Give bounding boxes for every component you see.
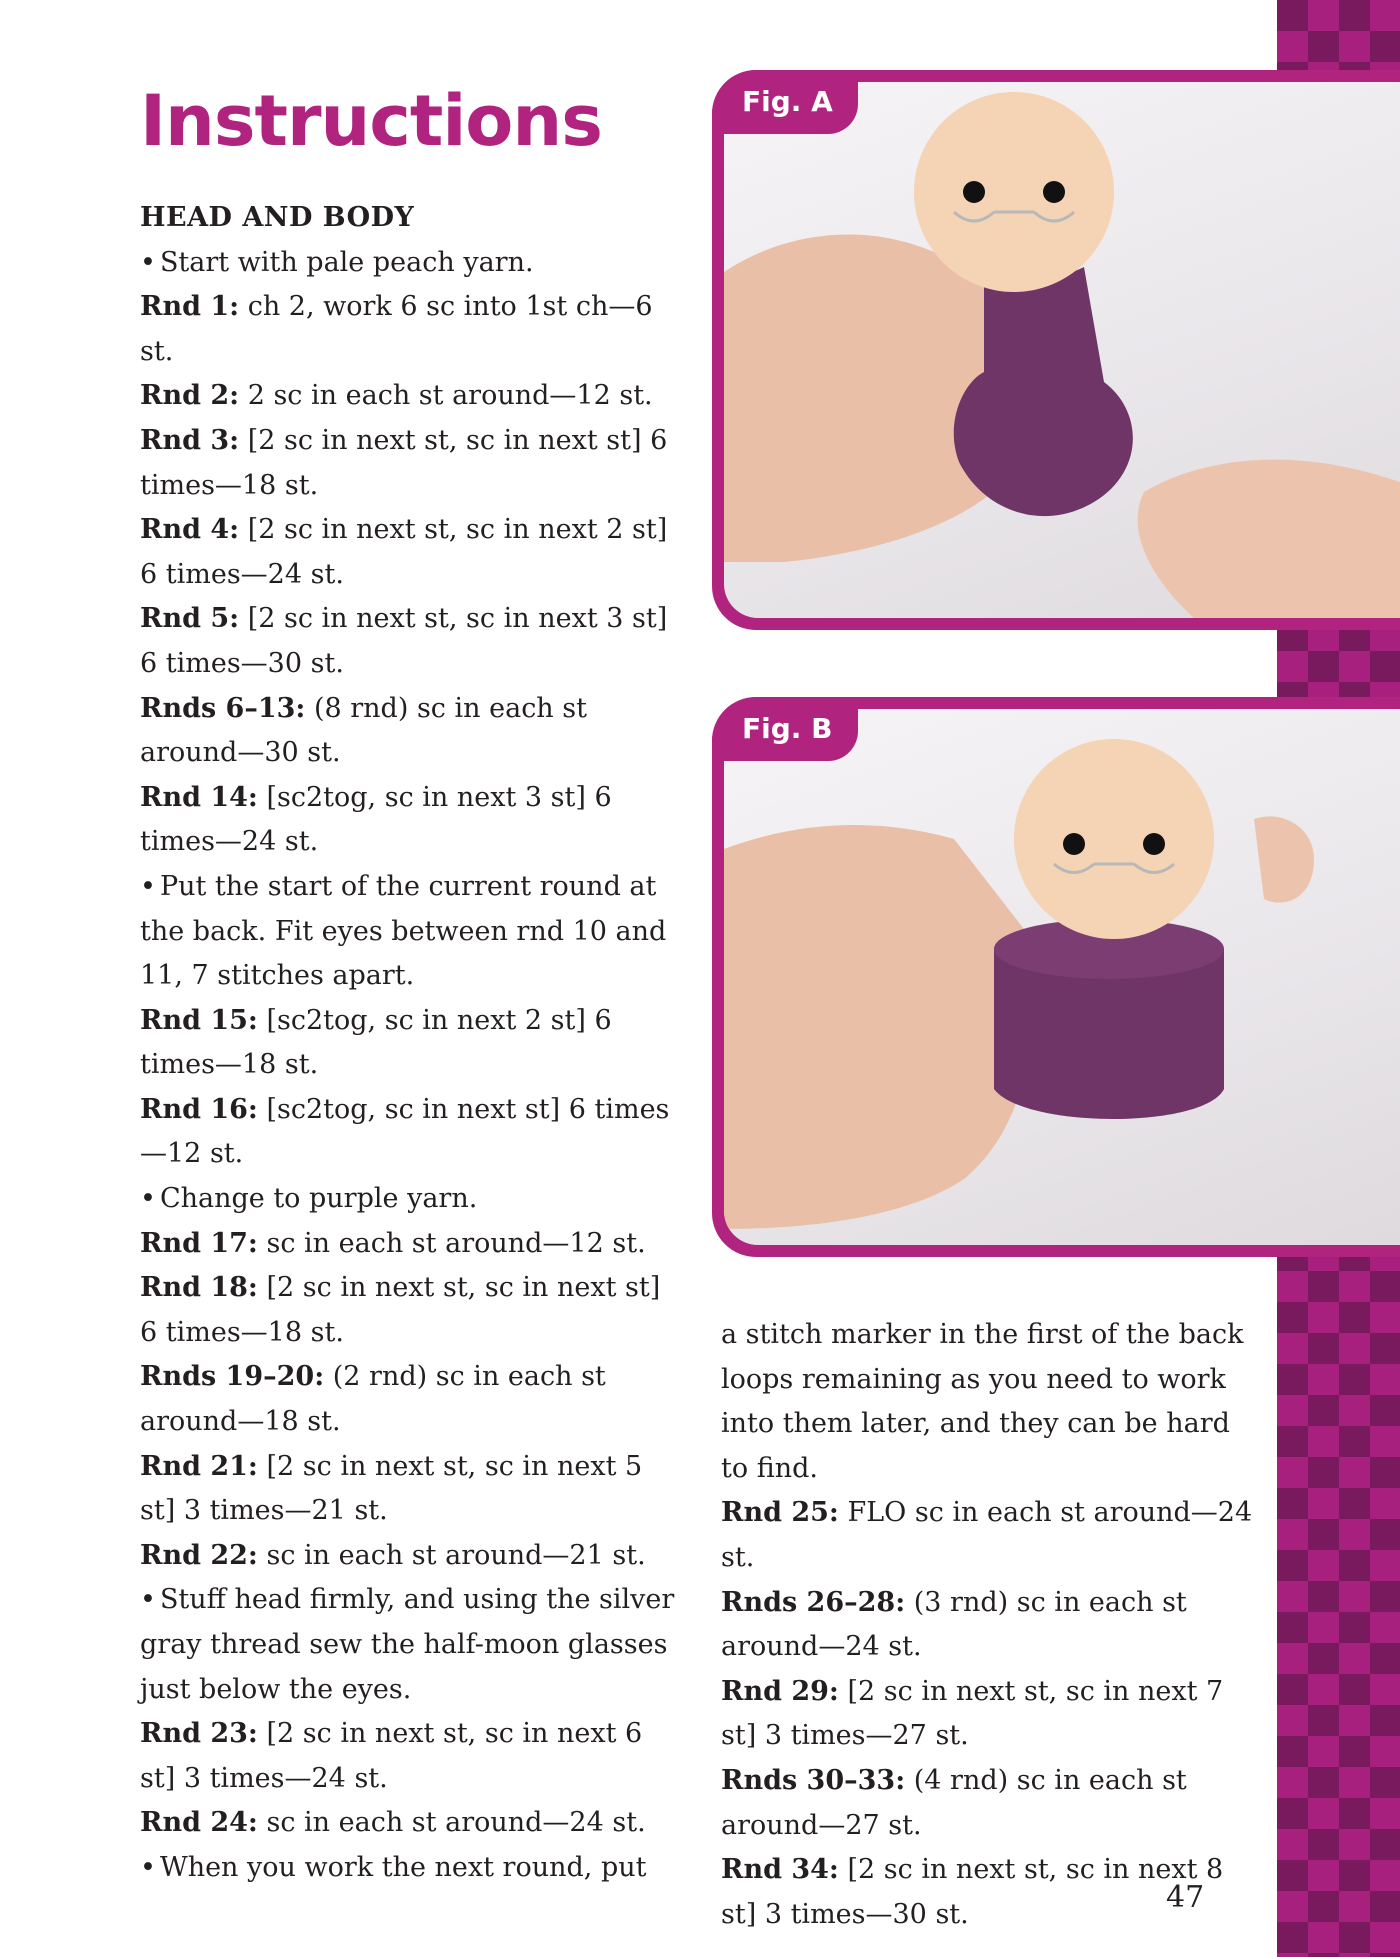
figure-a-photo (724, 82, 1400, 618)
instruction-text: Change to purple yarn. (159, 1183, 478, 1215)
instruction-row (721, 1491, 1261, 1580)
instruction-text: When you work the next round, put (159, 1851, 647, 1883)
figure-b-label: Fig. B (712, 697, 858, 761)
round-label: Rnds 19–20: (140, 1361, 325, 1393)
instruction-row (140, 1266, 680, 1355)
instruction-text: sc in each st around—21 st. (257, 1539, 646, 1571)
instruction-row (140, 1222, 680, 1267)
instruction-text: 2 sc in each st around—12 st. (239, 380, 653, 412)
instruction-note (140, 1177, 680, 1222)
instruction-text: (4 rnd) sc in each st around—27 st. (721, 1764, 1187, 1841)
instruction-text: Start with pale peach yarn. (159, 246, 534, 278)
instruction-note (140, 1846, 680, 1891)
instruction-row (140, 999, 680, 1088)
instruction-text: a stitch marker in the first of the back loops remaining as you need to work into them later, and they can be hard to find. (721, 1319, 1244, 1484)
eye-left (963, 181, 985, 203)
instruction-row (721, 1581, 1261, 1670)
round-label: Rnd 3: (140, 424, 240, 456)
instruction-text: [2 sc in next st, sc in next 2 st] 6 times—24 st. (140, 514, 668, 590)
instruction-row (140, 1355, 680, 1444)
round-label: Rnd 25: (721, 1497, 839, 1529)
instruction-text: ch 2, work 6 sc into 1st ch—6 st. (140, 291, 653, 367)
round-label: Rnd 22: (140, 1539, 258, 1571)
round-label: Rnd 21: (140, 1450, 258, 1482)
instruction-row (721, 1759, 1261, 1848)
instruction-text: (8 rnd) sc in each st around—30 st. (140, 692, 587, 769)
instruction-row (721, 1670, 1261, 1759)
instruction-row (140, 1088, 680, 1177)
doll-head (914, 92, 1114, 292)
round-label: Rnd 2: (140, 380, 240, 412)
figure-b (712, 697, 1400, 1257)
instruction-note (140, 241, 680, 286)
instruction-text: (2 rnd) sc in each st around—18 st. (140, 1361, 606, 1438)
eye-right (1043, 181, 1065, 203)
instruction-row (140, 687, 680, 776)
round-label: Rnds 30–33: (721, 1764, 906, 1796)
instruction-text: Stuff head firmly, and using the silver gray thread sew the half-moon glasses just below the eyes. (140, 1584, 675, 1705)
instruction-text: [2 sc in next st, sc in next st] 6 times—18 st. (140, 1272, 661, 1348)
instruction-row (140, 374, 680, 419)
instruction-text: [2 sc in next st, sc in next 3 st] 6 times—30 st. (140, 603, 668, 679)
hand-right (1138, 460, 1400, 618)
round-label: Rnd 29: (721, 1675, 839, 1707)
page-number: 47 (1166, 1880, 1205, 1915)
instruction-text: [2 sc in next st, sc in next 8 st] 3 times—30 st. (721, 1854, 1224, 1930)
eye-right (1143, 833, 1165, 855)
instruction-row (140, 597, 680, 686)
round-label: Rnd 1: (140, 291, 240, 323)
round-label: Rnd 5: (140, 603, 240, 635)
instruction-text: [sc2tog, sc in next 3 st] 6 times—24 st. (140, 781, 612, 858)
instructions-right-column (721, 1313, 1261, 1937)
round-label: Rnd 4: (140, 514, 240, 546)
round-label: Rnd 14: (140, 781, 258, 813)
round-label: Rnd 18: (140, 1272, 258, 1304)
instruction-text: sc in each st around—12 st. (257, 1227, 646, 1259)
section-heading: HEAD AND BODY (140, 202, 415, 233)
figure-a (712, 70, 1400, 630)
instruction-row (140, 1534, 680, 1579)
round-label: Rnds 6–13: (140, 692, 306, 724)
instruction-text: [2 sc in next st, sc in next st] 6 times—18 st. (140, 424, 668, 501)
round-label: Rnds 26–28: (721, 1586, 906, 1618)
instruction-text: (3 rnd) sc in each st around—24 st. (721, 1586, 1187, 1663)
instruction-text: Put the start of the current round at the back. Fit eyes between rnd 10 and 11, 7 stitches apart. (140, 870, 667, 992)
instruction-note (140, 1578, 680, 1712)
hand (724, 825, 1032, 1229)
round-label: Rnd 17: (140, 1227, 258, 1259)
round-label: Rnd 16: (140, 1093, 258, 1125)
page-title: Instructions (140, 80, 602, 162)
round-label: Rnd 34: (721, 1854, 839, 1886)
round-label: Rnd 24: (140, 1807, 258, 1839)
eye-left (1063, 833, 1085, 855)
thumb (1254, 816, 1314, 902)
instruction-row (721, 1313, 1261, 1491)
instruction-text: [sc2tog, sc in next st] 6 times—12 st. (140, 1093, 670, 1170)
instruction-row (140, 776, 680, 865)
instruction-text: [2 sc in next st, sc in next 6 st] 3 times—24 st. (140, 1718, 643, 1794)
instruction-text: [sc2tog, sc in next 2 st] 6 times—18 st. (140, 1004, 612, 1081)
instruction-row (140, 1445, 680, 1534)
instructions-left-column (140, 196, 680, 1891)
round-label: Rnd 15: (140, 1004, 258, 1036)
instruction-text: [2 sc in next st, sc in next 5 st] 3 times—21 st. (140, 1450, 643, 1527)
instruction-row (140, 508, 680, 597)
instruction-text: sc in each st around—24 st. (257, 1807, 646, 1839)
instruction-row (140, 285, 680, 374)
instruction-note (140, 865, 680, 999)
round-label: Rnd 23: (140, 1718, 258, 1750)
figure-b-photo (724, 709, 1400, 1245)
doll-head (1014, 739, 1214, 939)
instruction-row (140, 1801, 680, 1846)
instruction-row (140, 419, 680, 508)
instruction-text: [2 sc in next st, sc in next 7 st] 3 times—27 st. (721, 1675, 1224, 1752)
instruction-text: FLO sc in each st around—24 st. (721, 1497, 1253, 1573)
instruction-row (140, 1712, 680, 1801)
figure-a-label: Fig. A (712, 70, 858, 134)
